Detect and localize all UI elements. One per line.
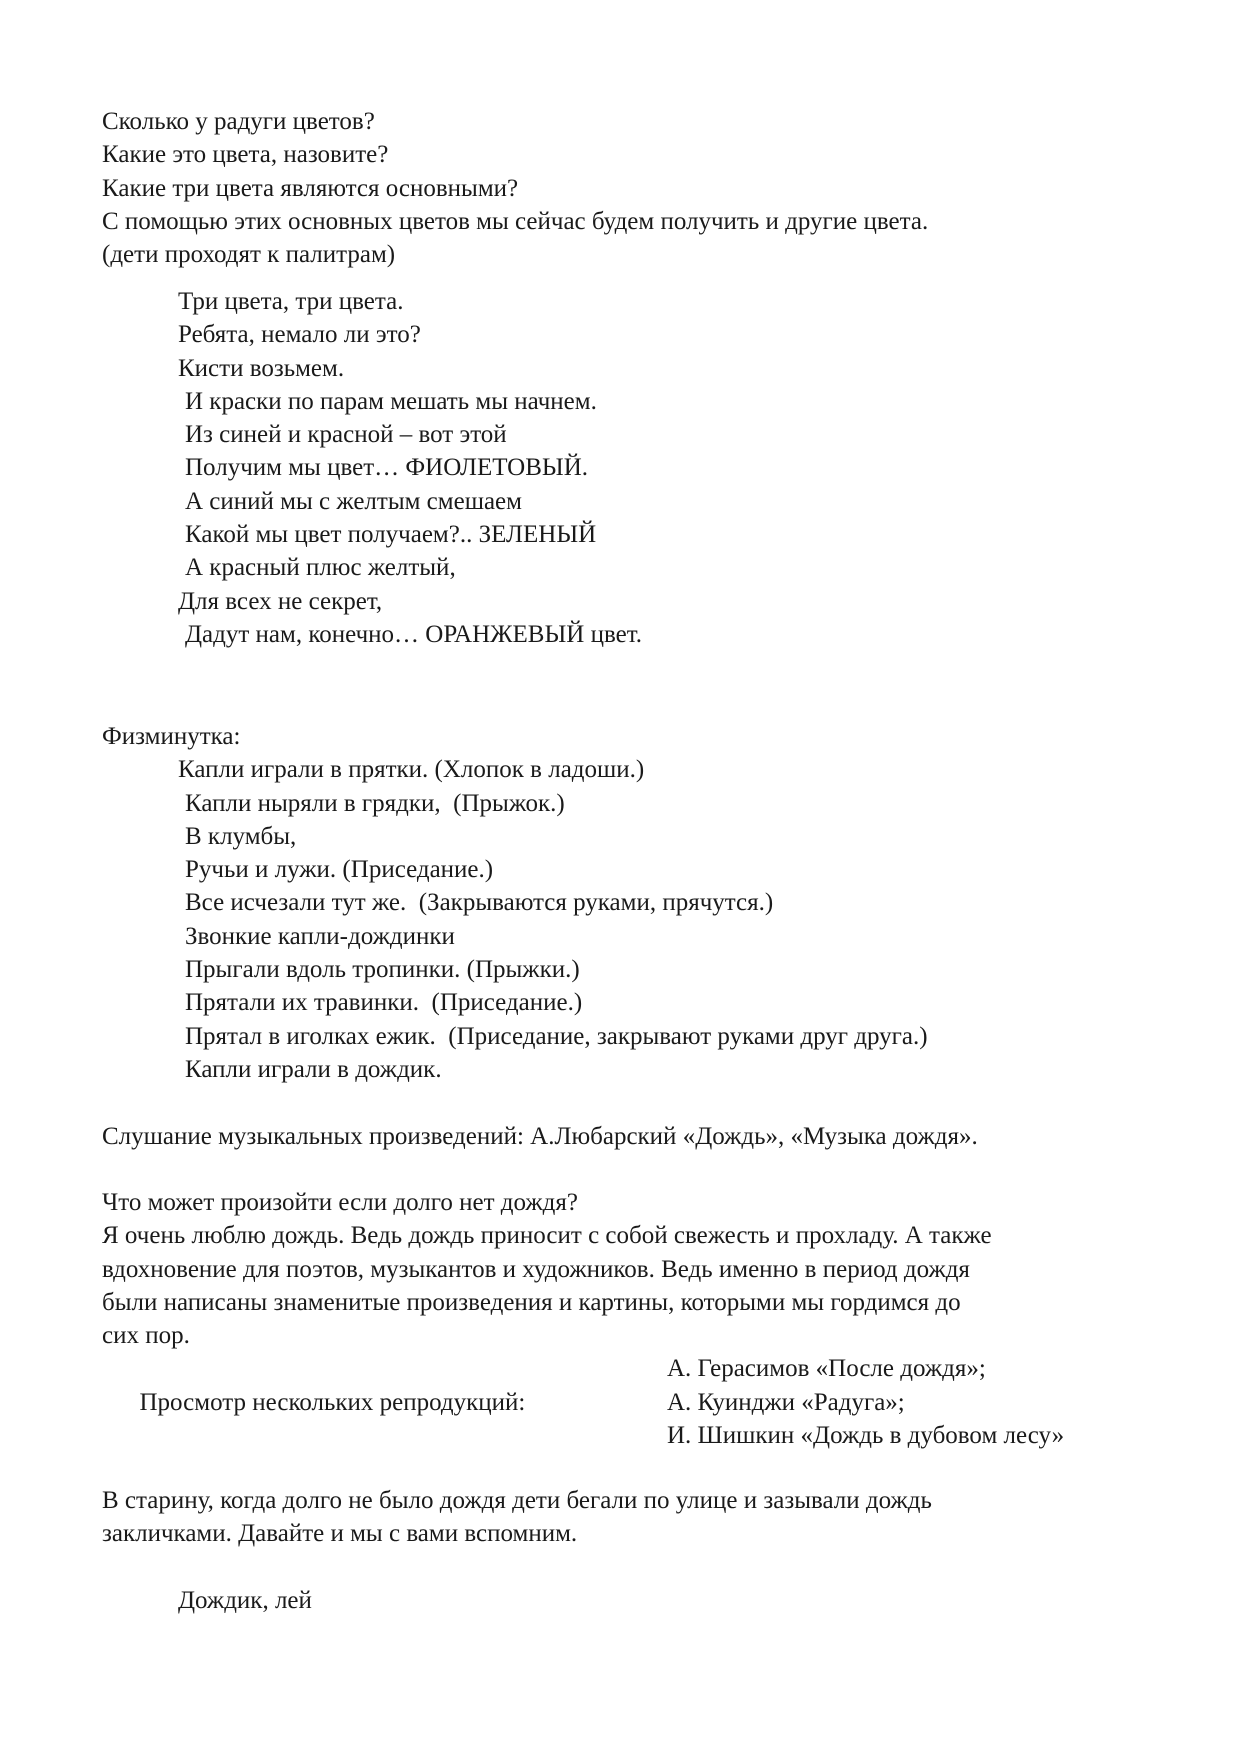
rain-question: Что может произойти если долго нет дождя? <box>102 1189 578 1216</box>
oldtimes-line: В старину, когда долго не было дождя дети бегали по улице и зазывали дождь <box>102 1487 932 1514</box>
rain-paragraph-line: вдохновение для поэтов, музыкантов и художников. Ведь именно в период дождя <box>102 1255 970 1283</box>
intro-section <box>102 105 1162 271</box>
poem-line: Три цвета, три цвета. <box>178 288 404 315</box>
listening-section <box>102 1120 1162 1153</box>
oldtimes-line: закличками. Давайте и мы с вами вспомним. <box>102 1520 578 1548</box>
fizminutka-line: Прятал в иголках ежик. (Приседание, закрывают руками друг друга.) <box>185 1022 928 1050</box>
fizminutka-section <box>102 720 1162 1086</box>
intro-line: Какие это цвета, назовите? <box>102 141 389 169</box>
intro-line: С помощью этих основных цветов мы сейчас будем получить и другие цвета. <box>102 207 929 235</box>
closing-line: Дождик, лей <box>178 1587 312 1614</box>
rain-paragraph-line: сих пор. <box>102 1322 190 1350</box>
intro-line: Какие три цвета являются основными? <box>102 174 519 202</box>
rain-paragraph-line: были написаны знаменитые произведения и картины, которыми мы гордимся до <box>102 1288 961 1316</box>
rain-paragraph-line: Я очень люблю дождь. Ведь дождь приносит с собой свежесть и прохладу. А также <box>102 1222 992 1250</box>
poem-line: Из синей и красной – вот этой <box>185 421 507 449</box>
reproductions-label: Просмотр нескольких репродукций: <box>139 1388 532 1416</box>
fizminutka-line: Звонкие капли-дождинки <box>185 922 455 950</box>
poem-line: Для всех не секрет, <box>178 587 383 615</box>
fizminutka-title: Физминутка: <box>102 723 241 750</box>
poem-section <box>102 285 1162 651</box>
fizminutka-line: Капли играли в дождик. <box>185 1055 442 1083</box>
fizminutka-line: В клумбы, <box>185 822 297 850</box>
poem-line: Кисти возьмем. <box>178 354 345 382</box>
fizminutka-line: Ручьи и лужи. (Приседание.) <box>185 856 494 884</box>
intro-line: (дети проходят к палитрам) <box>102 241 396 269</box>
reproductions-line <box>102 1419 1162 1452</box>
reproduction-item: А. Герасимов «После дождя»; <box>667 1355 986 1383</box>
poem-line: Дадут нам, конечно… ОРАНЖЕВЫЙ цвет. <box>185 620 643 648</box>
poem-line: Получим мы цвет… ФИОЛЕТОВЫЙ. <box>185 454 589 482</box>
intro-line: Сколько у радуги цветов? <box>102 108 375 135</box>
reproduction-item: А. Куинджи «Радуга»; <box>667 1388 905 1416</box>
poem-line: А синий мы с желтым смешаем <box>185 487 522 515</box>
fizminutka-line: Прятали их травинки. (Приседание.) <box>185 989 583 1017</box>
rain-section <box>102 1186 1162 1452</box>
reproductions-line <box>102 1386 1162 1419</box>
reproduction-item: И. Шишкин «Дождь в дубовом лесу» <box>667 1422 1065 1450</box>
listening-text: Слушание музыкальных произведений: А.Любарский «Дождь», «Музыка дождя». <box>102 1123 978 1150</box>
closing-section <box>102 1584 1162 1617</box>
fizminutka-line: Все исчезали тут же. (Закрываются руками, прячутся.) <box>185 889 774 917</box>
fizminutka-line: Прыгали вдоль тропинки. (Прыжки.) <box>185 956 580 984</box>
poem-line: И краски по парам мешать мы начнем. <box>185 387 597 415</box>
fizminutka-line: Капли ныряли в грядки, (Прыжок.) <box>185 789 565 817</box>
poem-line: Ребята, немало ли это? <box>178 321 421 349</box>
poem-line: Какой мы цвет получаем?.. ЗЕЛЕНЫЙ <box>185 521 597 549</box>
poem-line: А красный плюс желтый, <box>185 554 456 582</box>
oldtimes-section <box>102 1484 1162 1551</box>
fizminutka-line: Капли играли в прятки. (Хлопок в ладоши.) <box>178 756 645 784</box>
